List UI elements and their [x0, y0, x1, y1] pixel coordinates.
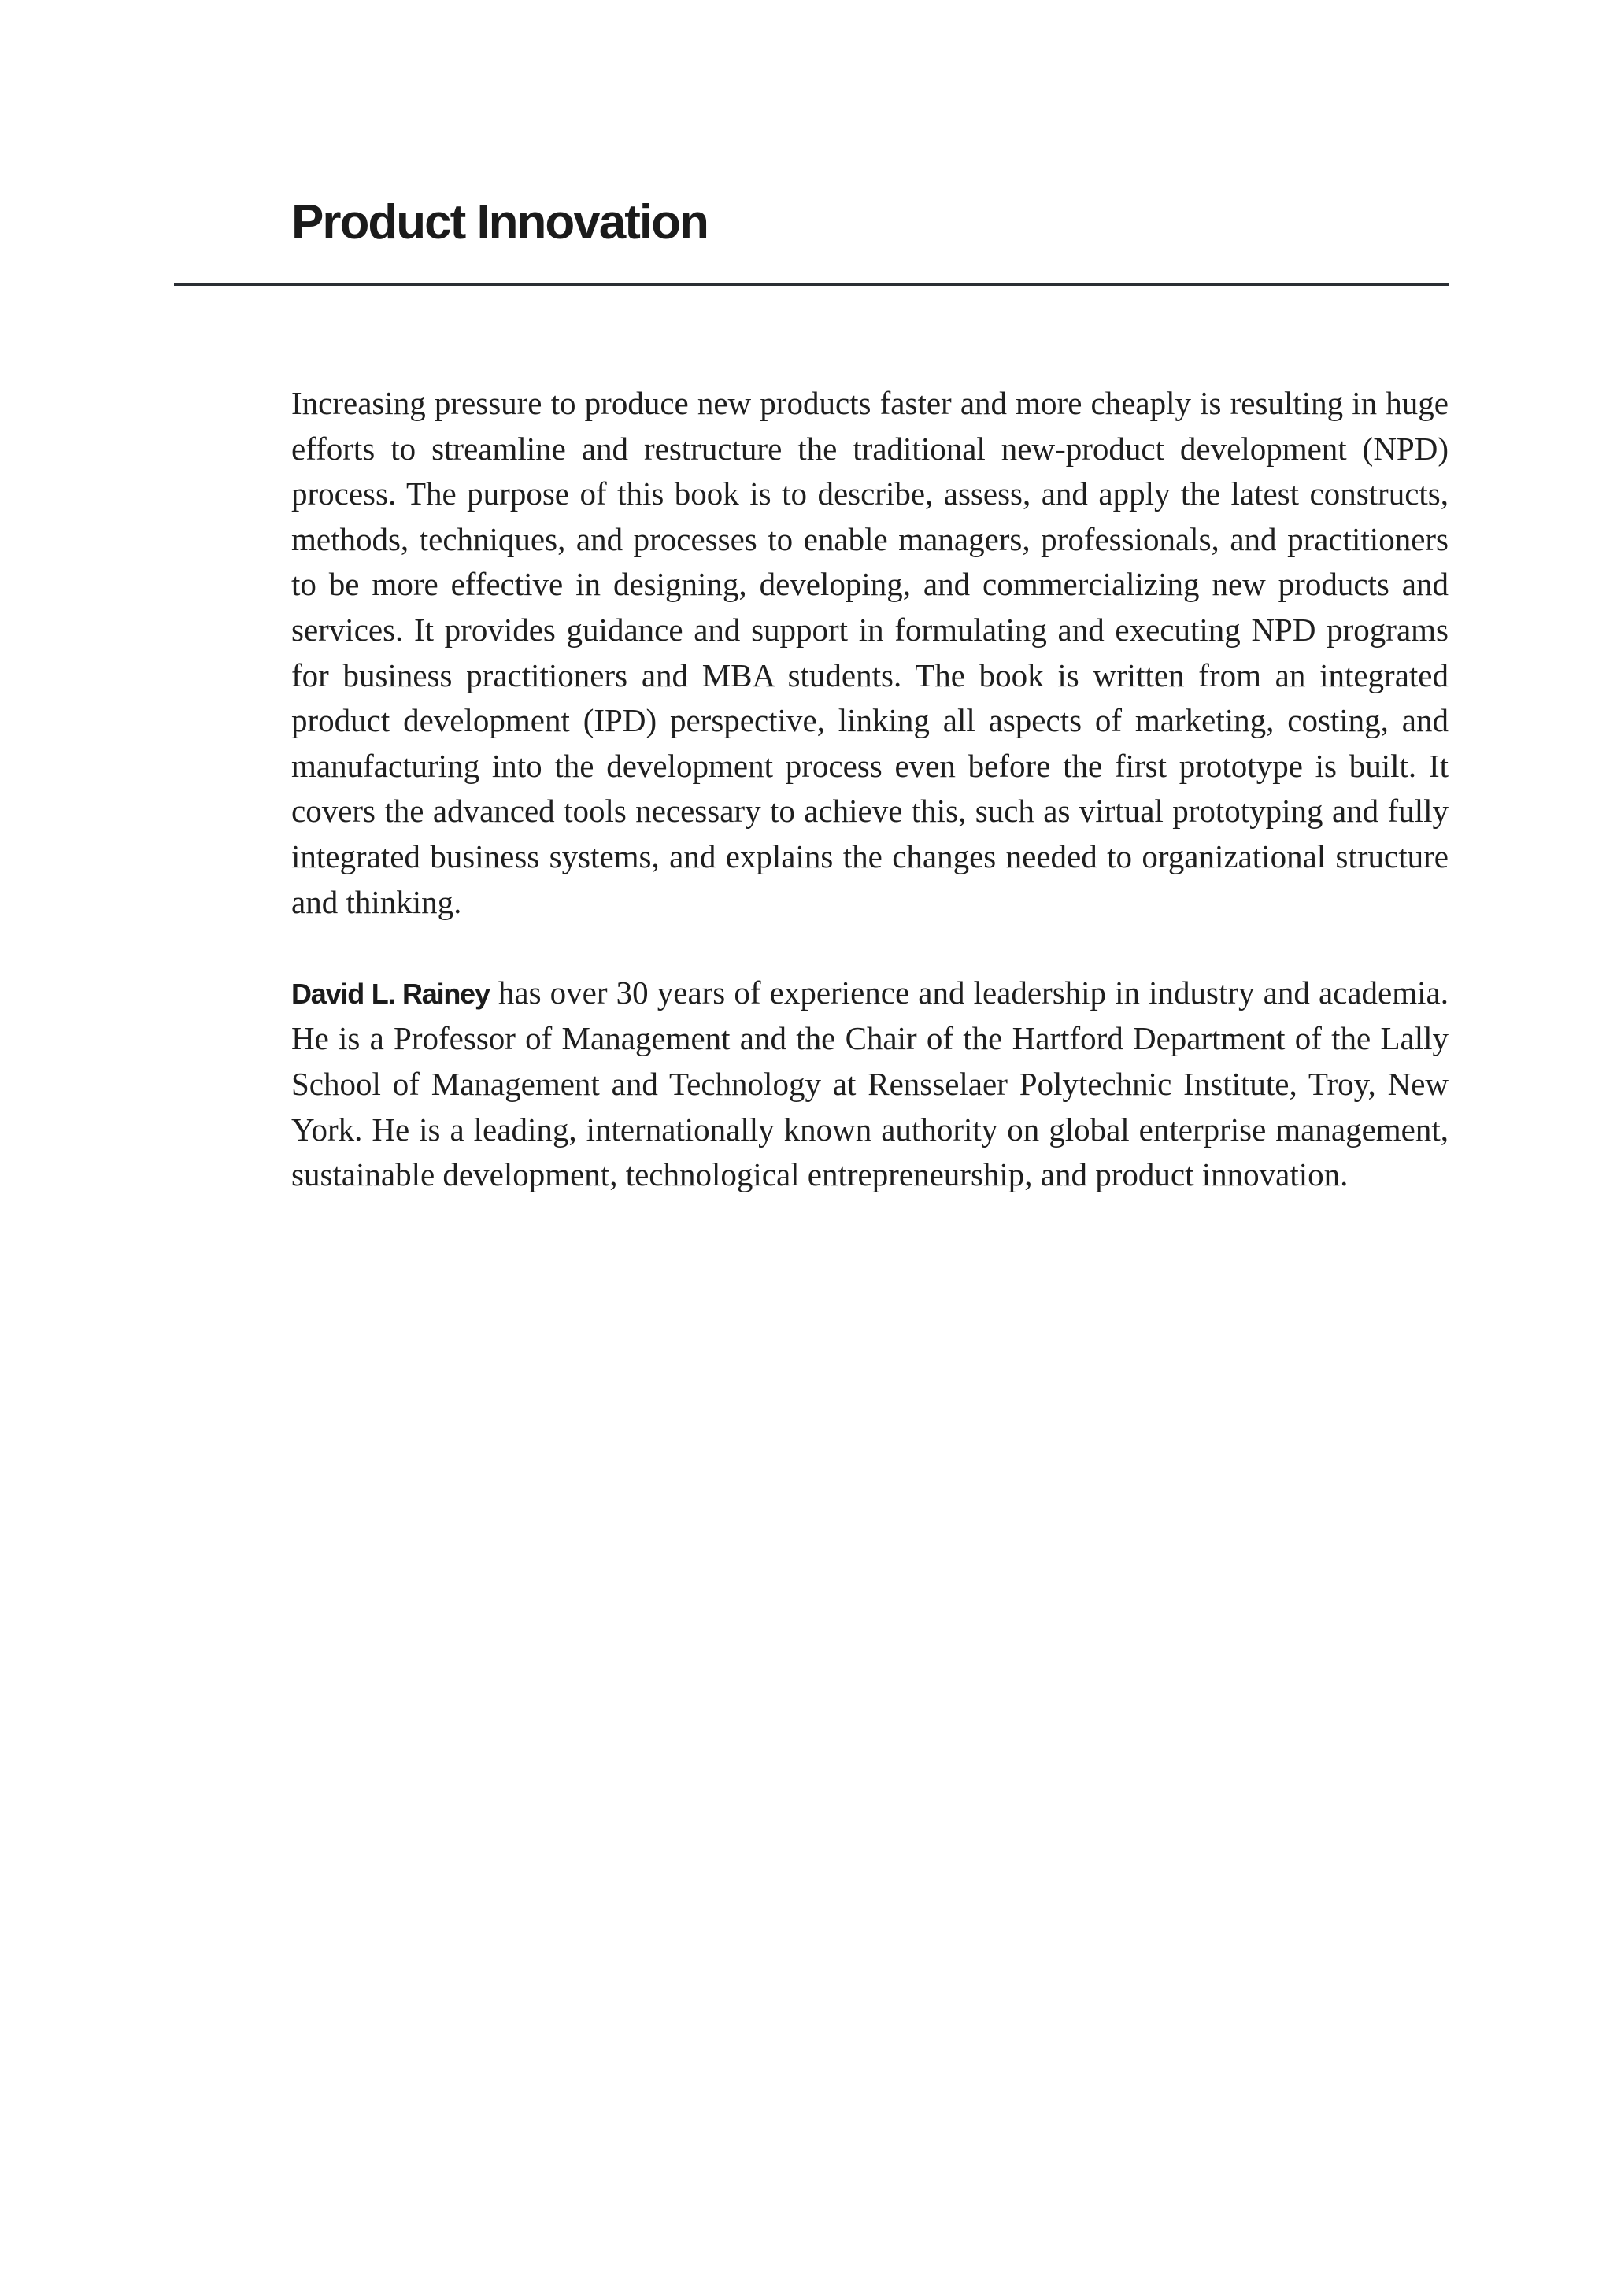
- author-name: David L. Rainey: [291, 977, 490, 1010]
- body-text: [291, 381, 1449, 1198]
- page-title: Product Innovation: [291, 195, 708, 250]
- title-divider: [174, 283, 1449, 286]
- author-bio-paragraph: [291, 971, 1449, 1198]
- author-bio: has over 30 years of experience and leadership in industry and academia. He is a Professor of Management and the Chair of the Hartford Department of the Lally School of Management and Technology at Rensselaer Polytechnic Institute, Troy, New York. He is a leading, internationally known authority on global enterprise management, sustainable development, technological entrepreneurship, and product innovation.: [291, 974, 1449, 1193]
- paragraph-spacer: [291, 925, 1449, 971]
- book-description: Increasing pressure to produce new products faster and more cheaply is resulting in huge efforts to streamline and restructure the traditional new-product development (NPD) process. The purpose of this book is to describe, assess, and apply the latest constructs, methods, techniques, and processes to enable managers, professionals, and practitioners to be more effective in designing, developing, and commercializing new products and services. It provides guidance and support in formulating and executing NPD programs for business practitioners and MBA students. The book is written from an integrated product development (IPD) perspective, linking all aspects of marketing, costing, and manufacturing into the development process even before the first prototype is built. It covers the advanced tools necessary to achieve this, such as virtual prototyping and fully integrated business systems, and explains the changes needed to organizational structure and thinking.: [291, 385, 1449, 920]
